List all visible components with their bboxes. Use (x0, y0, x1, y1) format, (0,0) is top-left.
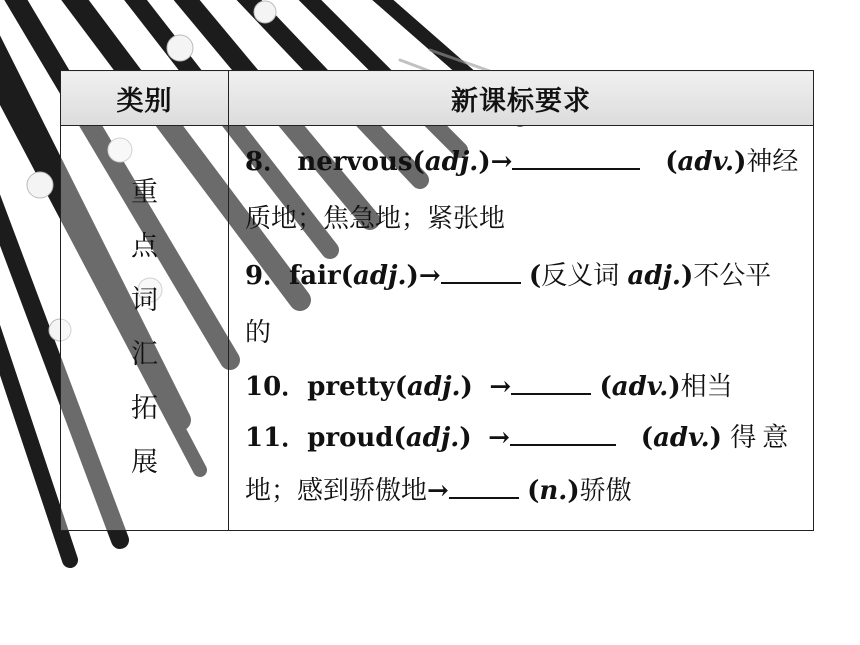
meaning-text: 不公平 (693, 261, 772, 291)
table-row (61, 126, 814, 531)
item-10-line: 10．pretty(adj.) → (adv.)相当 (245, 362, 799, 412)
arrow: → (418, 261, 441, 291)
meaning-text: 得意 (730, 423, 795, 453)
antonym-note: 反义词 (541, 261, 620, 291)
meaning-text: 地；感到骄傲地 (245, 476, 428, 506)
category-char: 重 (131, 176, 158, 208)
content-cell (229, 126, 814, 531)
vocab-table (60, 70, 814, 531)
item-word: pretty(adj.) (307, 372, 473, 402)
answer-blank (511, 365, 591, 395)
category-char: 点 (131, 230, 158, 262)
category-char: 拓 (131, 392, 158, 424)
target-pos: adv. (611, 372, 669, 402)
item-number: 8． (245, 147, 290, 177)
meaning-text: 神经 (746, 147, 799, 177)
meaning-text: 相当 (680, 372, 733, 402)
item-number: 11． (245, 423, 308, 453)
arrow: → (427, 476, 449, 506)
arrow: → (490, 147, 513, 177)
item-8-line-1: 8． nervous(adj.)→ (adv.)神经 (245, 134, 799, 191)
item-11-line-1: 11．proud(adj.) → (adv.) 得意 (245, 412, 799, 464)
item-9-line-1: 9．fair(adj.)→ (反义词 adj.)不公平 (245, 248, 799, 305)
meaning-text: 骄傲 (579, 476, 632, 506)
item-number: 9． (245, 261, 290, 291)
table-header-row (61, 71, 814, 126)
header-requirements: 新课标要求 (229, 71, 814, 126)
target-pos: n. (539, 476, 568, 506)
category-char: 汇 (131, 338, 158, 370)
target-pos: adv. (677, 147, 735, 177)
item-number: 10． (245, 372, 308, 402)
category-cell (61, 126, 229, 531)
item-word: fair(adj.) (289, 261, 419, 291)
target-pos: adj. (627, 261, 681, 291)
answer-blank (441, 254, 521, 284)
item-word: proud(adj.) (307, 423, 472, 453)
item-9-line-2: 的 (245, 318, 272, 348)
item-11-line-2: 地；感到骄傲地→ (n.)骄傲 (245, 464, 799, 518)
answer-blank (510, 416, 616, 446)
category-char: 展 (131, 446, 158, 478)
category-char: 词 (131, 284, 158, 316)
item-word: nervous(adj.) (297, 147, 491, 177)
target-pos: adv. (653, 423, 710, 453)
answer-blank (449, 469, 519, 499)
header-category: 类别 (61, 71, 229, 126)
item-8-line-2: 质地；焦急地；紧张地 (245, 204, 506, 234)
answer-blank (512, 140, 640, 170)
arrow: → (488, 423, 510, 453)
arrow: → (489, 372, 512, 402)
